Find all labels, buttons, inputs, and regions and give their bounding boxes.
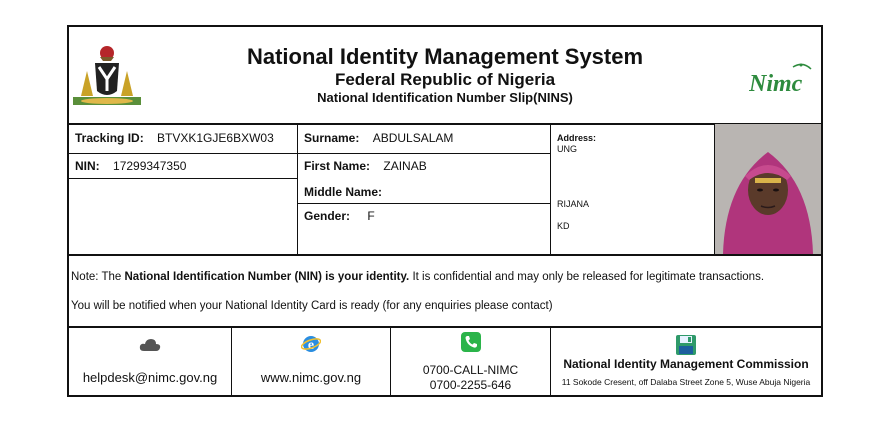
svg-text:e: e [307,338,315,353]
page-title: National Identity Management System [246,44,644,69]
website-url: www.nimc.gov.ng [260,370,362,385]
note-line2: You will be notified when your National Identity Card is ready (for any enquiries please contact) [71,300,553,312]
nimc-logo-text: Nimc [749,71,803,97]
nin-row [75,159,186,173]
helpdesk-email: helpdesk@nimc.gov.ng [82,370,218,385]
divider [550,123,551,254]
address-line3: KD [557,221,570,231]
phone-number-2: 0700-2255-646 [429,378,512,392]
nin-label: NIN: [75,159,100,173]
phone-icon [461,332,481,352]
note-prefix: Note: The [71,271,125,283]
nimc-logo-icon [749,57,815,101]
gender-row [304,209,375,223]
middle-name-row [304,185,392,199]
footer-website-cell [232,328,390,397]
first-name-value: ZAINAB [383,159,427,173]
divider [69,178,297,179]
surname-value: ABDULSALAM [372,131,454,145]
passport-photo [715,124,821,254]
internet-explorer-icon [301,334,321,354]
nin-slip [67,25,823,397]
nin-value: 17299347350 [113,159,187,173]
gender-label: Gender: [304,209,351,223]
cloud-icon [139,338,161,352]
footer-email-cell [69,328,231,397]
gender-value: F [367,209,375,223]
first-name-row [304,159,427,173]
slip-header [69,27,821,125]
note-suffix: It is confidential and may only be released for legitimate transactions. [409,271,765,283]
surname-row [304,131,453,145]
footer-org-cell [551,328,821,397]
divider [69,254,821,256]
tracking-id-label: Tracking ID: [75,131,144,145]
org-name: National Identity Management Commission [563,357,809,371]
note-bold: National Identification Number (NIN) is your identity. [124,271,410,283]
save-disk-icon [676,335,696,355]
divider [297,123,298,254]
page-subtitle: Federal Republic of Nigeria [334,70,556,89]
tracking-id-row [75,131,274,145]
phone-number-1: 0700-CALL-NIMC [422,363,519,377]
surname-label: Surname: [304,131,360,145]
org-address: 11 Sokode Cresent, off Dalaba Street Zone 5, Wuse Abuja Nigeria [561,377,811,387]
tracking-id-value: BTVXK1GJE6BXW03 [157,131,274,145]
slip-title: National Identification Number Slip(NINS) [317,90,573,105]
address-label: Address: [557,133,597,143]
footer-phone-cell [391,328,550,397]
divider [297,203,550,204]
middle-name-label: Middle Name: [304,185,383,199]
first-name-label: First Name: [304,159,371,173]
divider [69,153,550,154]
address-line2: RIJANA [557,199,590,209]
note-line1 [71,271,764,283]
address-line1: UNG [557,144,577,154]
